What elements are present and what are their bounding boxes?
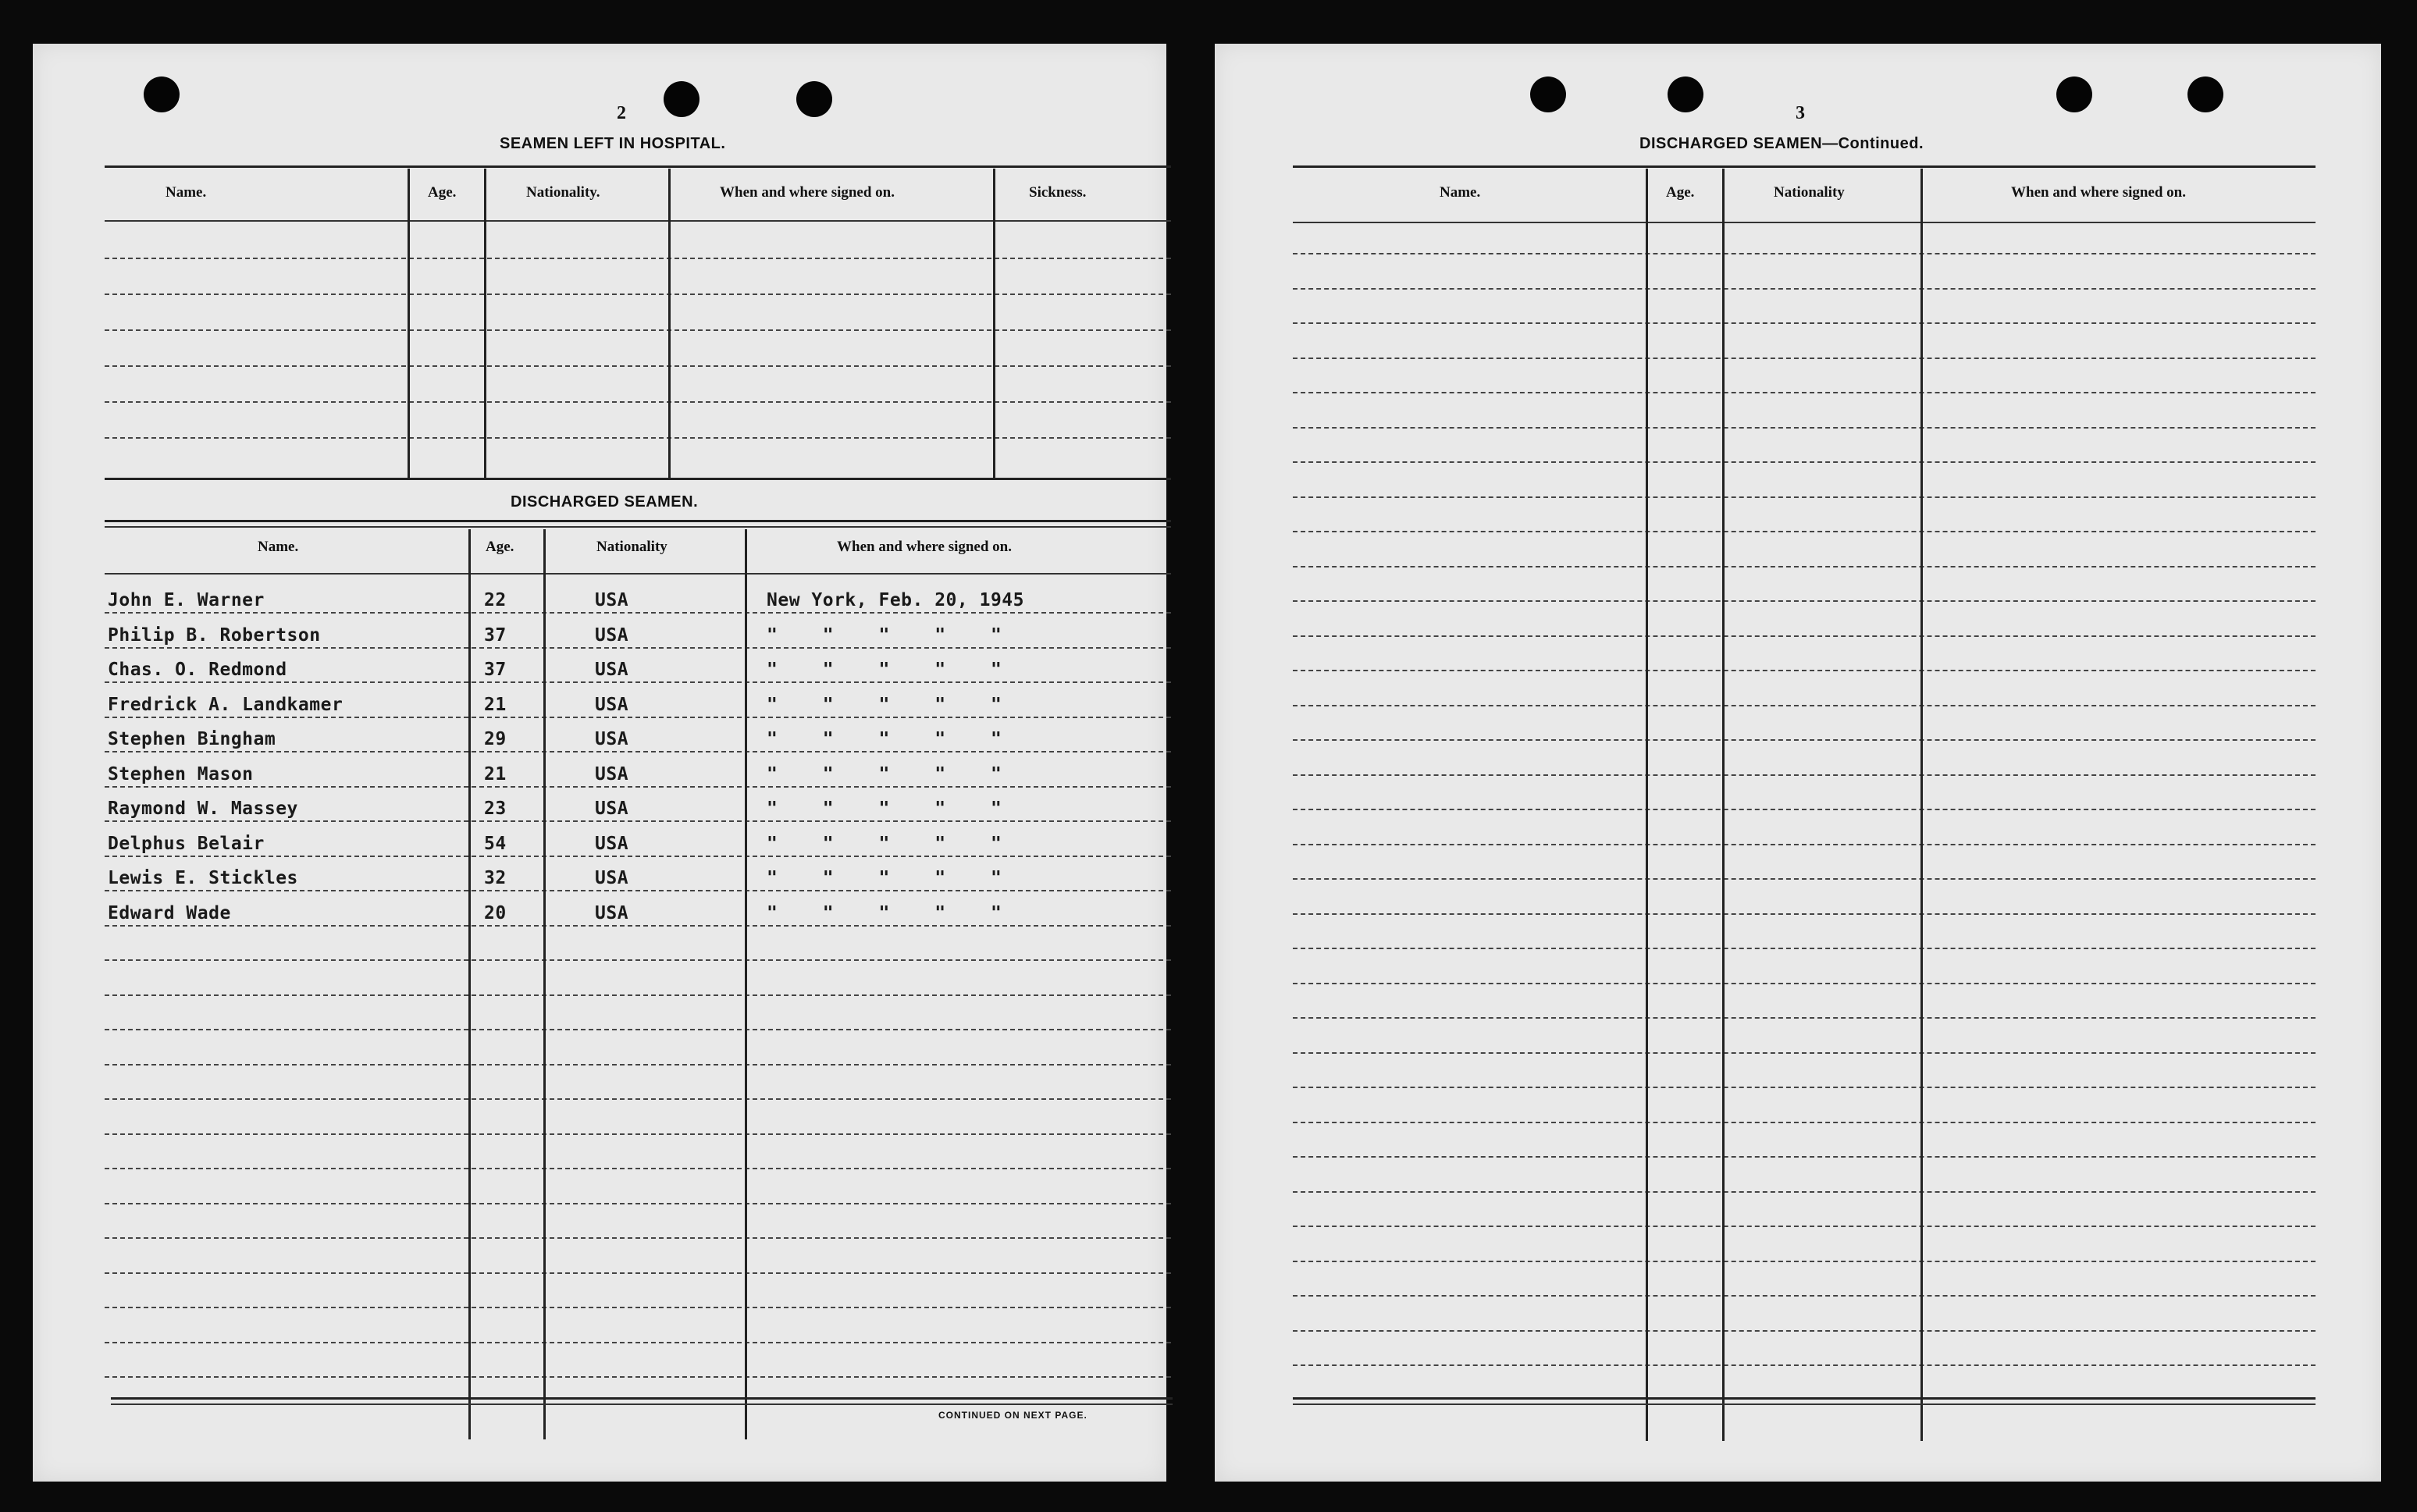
page-number: 2 [617, 103, 626, 123]
continued-note: CONTINUED ON NEXT PAGE. [938, 1410, 1087, 1421]
seaman-name: Raymond W. Massey [108, 799, 298, 819]
ruled-line [1293, 496, 2316, 498]
ruled-line [1293, 1261, 2316, 1262]
ruled-line [1293, 427, 2316, 429]
right-col-signed-on: When and where signed on. [2011, 184, 2187, 201]
ruled-line [105, 1064, 1171, 1066]
right-col-age: Age. [1666, 184, 1695, 201]
seaman-name: Fredrick A. Landkamer [108, 695, 344, 715]
ruled-line [105, 925, 1171, 927]
ruled-line [1293, 531, 2316, 532]
ruled-line [105, 681, 1171, 683]
seaman-signed-on: " " " " " [767, 660, 1002, 680]
ruled-line [1293, 913, 2316, 915]
seaman-age: 54 [484, 834, 507, 854]
seaman-nationality: USA [595, 764, 629, 784]
ruled-line [1293, 878, 2316, 880]
ruled-line [1293, 739, 2316, 741]
ruled-line [1293, 1191, 2316, 1193]
right-col-nationality: Nationality [1774, 184, 1845, 201]
hospital-section-title: SEAMEN LEFT IN HOSPITAL. [500, 135, 726, 152]
seaman-age: 37 [484, 660, 507, 680]
punch-hole [2056, 76, 2092, 112]
ruled-line [1293, 1052, 2316, 1054]
seaman-age: 20 [484, 903, 507, 923]
seaman-signed-on: " " " " " [767, 834, 1002, 854]
seaman-name: John E. Warner [108, 590, 265, 610]
discharged-col-age: Age. [486, 539, 514, 555]
seaman-age: 21 [484, 764, 507, 784]
seaman-nationality: USA [595, 695, 629, 715]
ruled-line [1293, 322, 2316, 324]
hospital-col-nationality: Nationality. [526, 184, 600, 201]
discharged-col-name: Name. [258, 539, 299, 555]
seaman-nationality: USA [595, 590, 629, 610]
ruled-line [105, 1237, 1171, 1239]
seaman-nationality: USA [595, 660, 629, 680]
ruled-line [1293, 461, 2316, 463]
seaman-nationality: USA [595, 868, 629, 888]
seaman-signed-on: " " " " " [767, 695, 1002, 715]
ruled-line [1293, 1087, 2316, 1088]
ruled-line [105, 1029, 1171, 1030]
punch-hole [1530, 76, 1566, 112]
ruled-line [105, 647, 1171, 649]
punch-hole [1668, 76, 1703, 112]
right-col-name: Name. [1440, 184, 1481, 201]
hospital-col-signed-on: When and where signed on. [720, 184, 895, 201]
seaman-nationality: USA [595, 625, 629, 646]
seaman-signed-on: New York, Feb. 20, 1945 [767, 590, 1024, 610]
punch-hole [144, 76, 180, 112]
ruled-line [105, 1342, 1171, 1343]
seaman-age: 23 [484, 799, 507, 819]
ruled-line [1293, 392, 2316, 393]
seaman-nationality: USA [595, 729, 629, 749]
ruled-line [1293, 705, 2316, 706]
seaman-name: Stephen Bingham [108, 729, 276, 749]
discharged-col-nationality: Nationality [596, 539, 667, 555]
ruled-line [1293, 774, 2316, 776]
ruled-line [1293, 358, 2316, 359]
ruled-line [1293, 670, 2316, 671]
seaman-signed-on: " " " " " [767, 764, 1002, 784]
ruled-line [1293, 1017, 2316, 1019]
seaman-name: Stephen Mason [108, 764, 254, 784]
seaman-signed-on: " " " " " [767, 868, 1002, 888]
ruled-line [1293, 844, 2316, 845]
right-section-title: DISCHARGED SEAMEN—Continued. [1639, 135, 1924, 152]
ruled-line [105, 1133, 1171, 1135]
ruled-line [1293, 635, 2316, 637]
ruled-line [105, 1272, 1171, 1274]
ruled-line [105, 1376, 1171, 1378]
seaman-age: 22 [484, 590, 507, 610]
punch-hole [796, 81, 832, 117]
page-number: 3 [1796, 103, 1805, 123]
ruled-line [1293, 288, 2316, 290]
ruled-line [105, 1203, 1171, 1204]
hospital-col-sickness: Sickness. [1029, 184, 1087, 201]
punch-hole [664, 81, 699, 117]
seaman-name: Lewis E. Stickles [108, 868, 298, 888]
seaman-nationality: USA [595, 799, 629, 819]
ruled-line [1293, 253, 2316, 254]
seaman-age: 37 [484, 625, 507, 646]
ruled-line [105, 994, 1171, 996]
seaman-age: 32 [484, 868, 507, 888]
ruled-line [105, 856, 1171, 857]
ruled-line [1293, 809, 2316, 810]
ruled-line [1293, 983, 2316, 984]
seaman-signed-on: " " " " " [767, 903, 1002, 923]
ruled-line [105, 890, 1171, 891]
ruled-line [105, 1307, 1171, 1308]
ruled-line [105, 959, 1171, 961]
ruled-line [105, 717, 1171, 718]
seaman-nationality: USA [595, 834, 629, 854]
ruled-line [105, 1098, 1171, 1100]
ruled-line [105, 786, 1171, 788]
seaman-nationality: USA [595, 903, 629, 923]
discharged-col-signed-on: When and where signed on. [837, 539, 1013, 555]
ruled-line [105, 751, 1171, 752]
discharged-section-title: DISCHARGED SEAMEN. [511, 493, 699, 511]
seaman-name: Edward Wade [108, 903, 231, 923]
ruled-line [1293, 600, 2316, 602]
ruled-line [105, 820, 1171, 822]
seaman-name: Delphus Belair [108, 834, 265, 854]
seaman-signed-on: " " " " " [767, 625, 1002, 646]
seaman-signed-on: " " " " " [767, 799, 1002, 819]
ruled-line [1293, 566, 2316, 567]
ruled-line [1293, 1295, 2316, 1297]
seaman-name: Chas. O. Redmond [108, 660, 287, 680]
right-page [1215, 44, 2381, 1482]
ruled-line [105, 1168, 1171, 1169]
punch-hole [2187, 76, 2223, 112]
seaman-age: 29 [484, 729, 507, 749]
hospital-col-age: Age. [428, 184, 457, 201]
hospital-col-name: Name. [166, 184, 207, 201]
ruled-line [1293, 1156, 2316, 1158]
ruled-line [1293, 948, 2316, 949]
ruled-line [1293, 1330, 2316, 1332]
seaman-signed-on: " " " " " [767, 729, 1002, 749]
seaman-age: 21 [484, 695, 507, 715]
ruled-line [1293, 1364, 2316, 1366]
seaman-name: Philip B. Robertson [108, 625, 321, 646]
ruled-line [1293, 1226, 2316, 1227]
ruled-line [105, 612, 1171, 614]
ruled-line [1293, 1122, 2316, 1123]
left-page [33, 44, 1166, 1482]
